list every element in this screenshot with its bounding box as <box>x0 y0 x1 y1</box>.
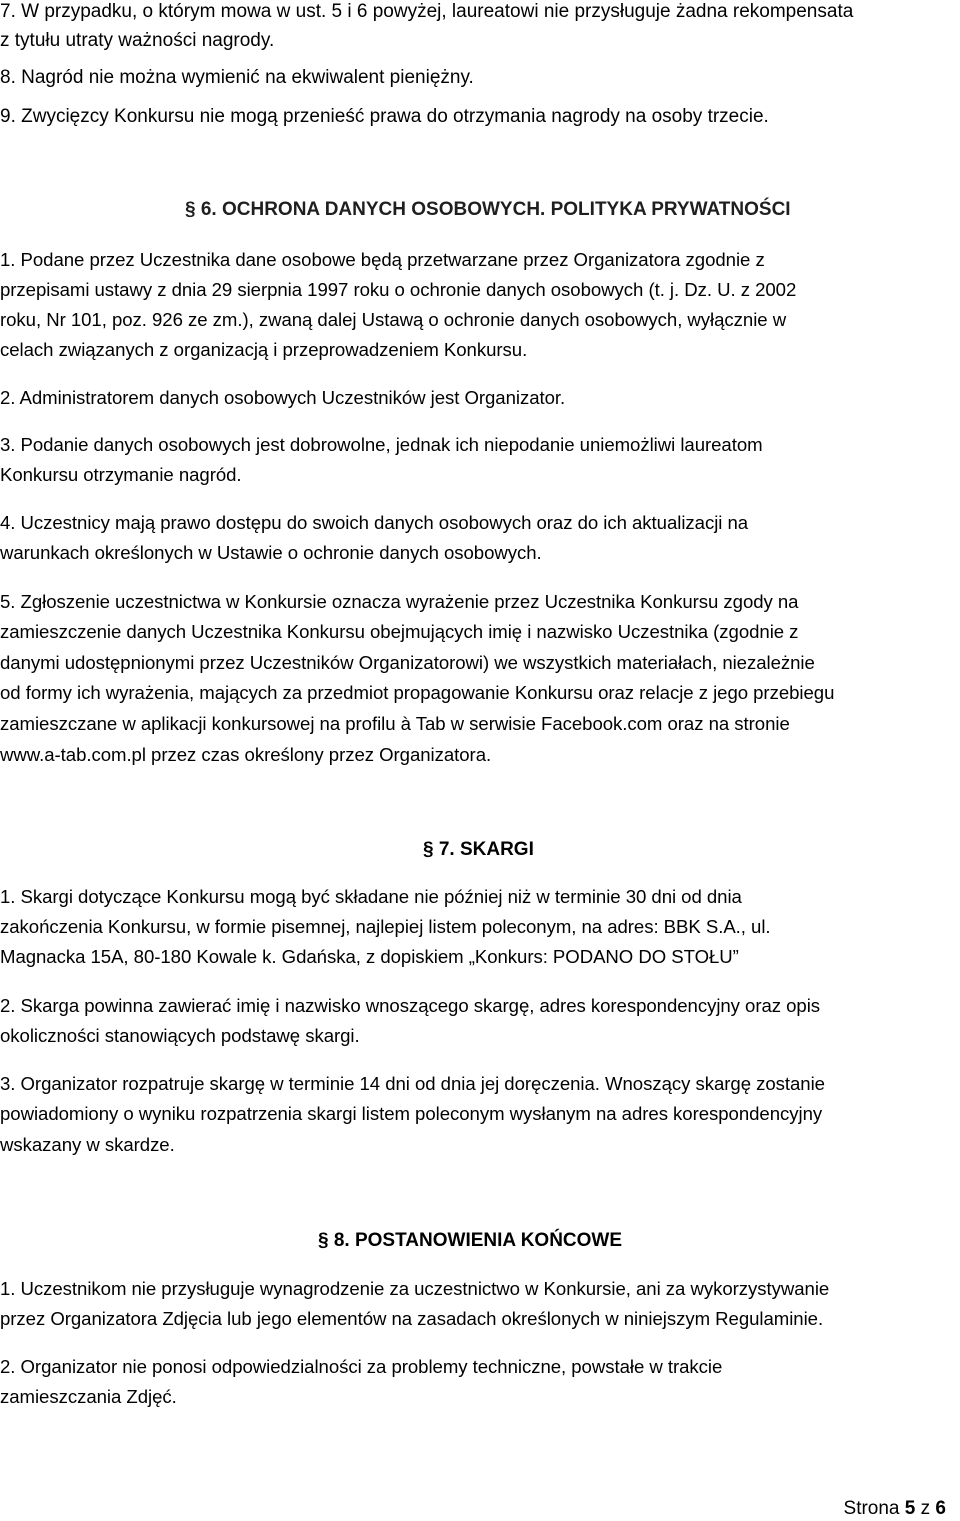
paragraph-line: Konkursu otrzymanie nagród. <box>0 464 242 485</box>
paragraph-line: 8. Nagród nie można wymienić na ekwiwalent pieniężny. <box>0 67 474 88</box>
section-heading-7: § 7. SKARGI <box>423 839 534 860</box>
paragraph-line: celach związanych z organizacją i przeprowadzeniem Konkursu. <box>0 339 528 360</box>
paragraph-line: wskazany w skardze. <box>0 1134 175 1155</box>
page-number-prefix: Strona <box>843 1498 900 1519</box>
paragraph-line: 2. Skarga powinna zawierać imię i nazwisko wnoszącego skargę, adres korespondencyjny oraz opis <box>0 995 821 1016</box>
paragraph-line: danymi udostępnionymi przez Uczestników Organizatorowi) we wszystkich materiałach, niezależnie <box>0 652 815 673</box>
paragraph-line: przepisami ustawy z dnia 29 sierpnia 1997 roku o ochronie danych osobowych (t. j. Dz. U. z 2002 <box>0 279 797 300</box>
paragraph-line: od formy ich wyrażenia, mających za przedmiot propagowanie Konkursu oraz relacje z jego przebiegu <box>0 682 835 703</box>
paragraph-line: zakończenia Konkursu, w formie pisemnej, najlepiej listem poleconym, na adres: BBK S.A., ul. <box>0 916 771 937</box>
paragraph-line: powiadomiony o wyniku rozpatrzenia skargi listem poleconym wysłanym na adres korespondencyjny <box>0 1103 823 1124</box>
paragraph-line: 5. Zgłoszenie uczestnictwa w Konkursie oznacza wyrażenie przez Uczestnika Konkursu zgody na <box>0 591 799 612</box>
paragraph-line: z tytułu utraty ważności nagrody. <box>0 30 275 51</box>
page-number-total: 6 <box>935 1498 946 1519</box>
section-heading-6: § 6. OCHRONA DANYCH OSOBOWYCH. POLITYKA PRYWATNOŚCI <box>185 199 791 220</box>
paragraph-line: 4. Uczestnicy mają prawo dostępu do swoich danych osobowych oraz do ich aktualizacji na <box>0 512 749 533</box>
paragraph-line: 3. Podanie danych osobowych jest dobrowolne, jednak ich niepodanie uniemożliwi laureatom <box>0 434 763 455</box>
page-number-current: 5 <box>904 1498 916 1519</box>
paragraph-line: 2. Organizator nie ponosi odpowiedzialności za problemy techniczne, powstałe w trakcie <box>0 1356 723 1377</box>
paragraph-line: zamieszczenie danych Uczestnika Konkursu obejmujących imię i nazwisko Uczestnika (zgodnie z <box>0 621 799 642</box>
paragraph-line: www.a-tab.com.pl przez czas określony przez Organizatora. <box>0 744 492 765</box>
paragraph-line: 9. Zwycięzcy Konkursu nie mogą przenieść prawa do otrzymania nagrody na osoby trzecie. <box>0 106 769 127</box>
paragraph-line: 1. Skargi dotyczące Konkursu mogą być składane nie później niż w terminie 30 dni od dnia <box>0 886 742 907</box>
paragraph-line: przez Organizatora Zdjęcia lub jego elementów na zasadach określonych w niniejszym Regulaminie. <box>0 1308 824 1329</box>
paragraph-line: 7. W przypadku, o którym mowa w ust. 5 i 6 powyżej, laureatowi nie przysługuje żadna rekompensata <box>0 1 854 22</box>
paragraph-line: roku, Nr 101, poz. 926 ze zm.), zwaną dalej Ustawą o ochronie danych osobowych, wyłącznie w <box>0 309 787 330</box>
paragraph-line: okoliczności stanowiących podstawę skargi. <box>0 1025 360 1046</box>
paragraph-line: zamieszczane w aplikacji konkursowej na profilu à Tab w serwisie Facebook.com oraz na stronie <box>0 713 790 734</box>
page-number-separator: z <box>920 1498 931 1519</box>
paragraph-line: 2. Administratorem danych osobowych Uczestników jest Organizator. <box>0 387 566 408</box>
paragraph-line: 1. Podane przez Uczestnika dane osobowe będą przetwarzane przez Organizatora zgodnie z <box>0 249 765 270</box>
section-heading-8: § 8. POSTANOWIENIA KOŃCOWE <box>318 1230 623 1251</box>
paragraph-line: 3. Organizator rozpatruje skargę w terminie 14 dni od dnia jej doręczenia. Wnoszący skargę zostanie <box>0 1073 825 1094</box>
paragraph-line: warunkach określonych w Ustawie o ochronie danych osobowych. <box>0 542 542 563</box>
paragraph-line: zamieszczania Zdjęć. <box>0 1386 177 1407</box>
paragraph-line: Magnacka 15A, 80-180 Kowale k. Gdańska, z dopiskiem „Konkurs: PODANO DO STOŁU” <box>0 946 739 967</box>
page-number <box>844 1497 946 1521</box>
paragraph-line: 1. Uczestnikom nie przysługuje wynagrodzenie za uczestnictwo w Konkursie, ani za wykorzystywanie <box>0 1278 830 1299</box>
